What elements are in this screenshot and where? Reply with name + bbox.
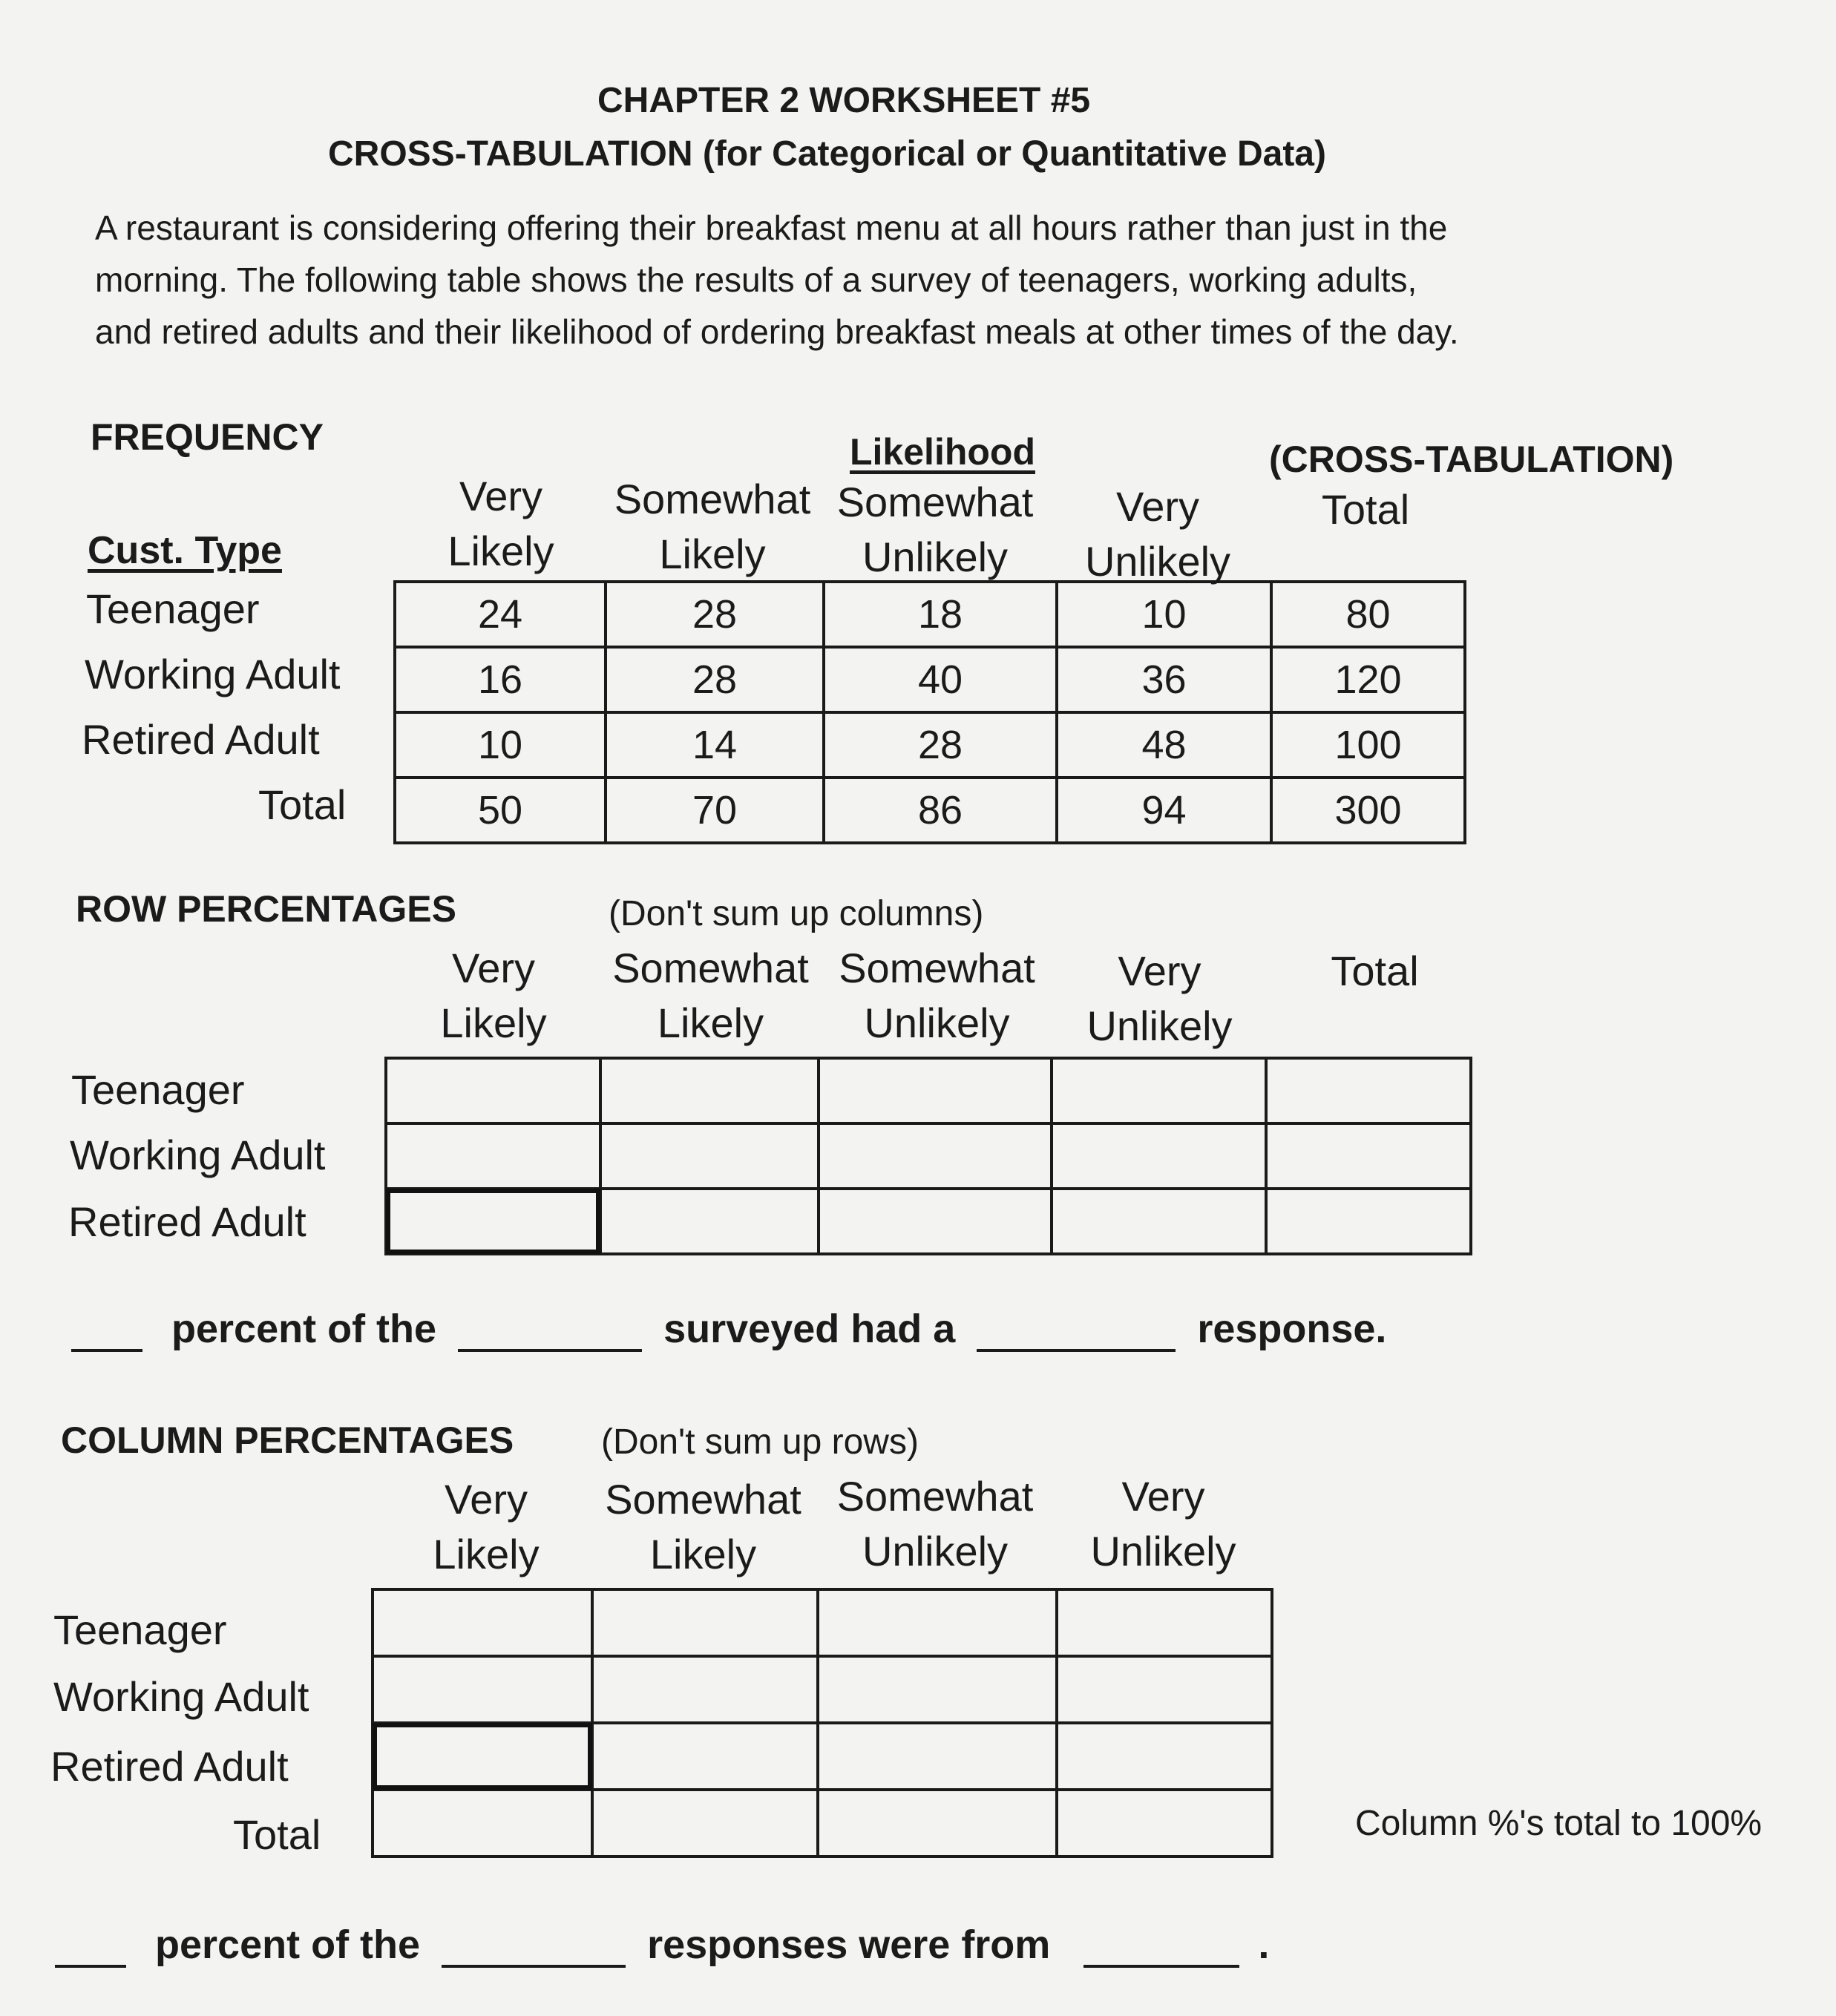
- answer-blank[interactable]: [977, 1310, 1176, 1352]
- colpct-row-label: Retired Adult: [50, 1743, 289, 1790]
- cust-type-header: Cust. Type: [88, 529, 282, 572]
- freq-cell: 120: [1271, 647, 1465, 712]
- answer-blank[interactable]: [71, 1310, 142, 1352]
- frequency-table: [393, 580, 1466, 844]
- colpct-input-cell[interactable]: [373, 1656, 592, 1723]
- rowpct-input-cell[interactable]: [1052, 1189, 1266, 1254]
- colpct-highlighted-cell[interactable]: [373, 1723, 592, 1790]
- freq-cell: 16: [395, 647, 606, 712]
- freq-row-label: Teenager: [86, 585, 260, 632]
- colpct-input-cell[interactable]: [818, 1656, 1057, 1723]
- intro-line: A restaurant is considering offering their breakfast menu at all hours rather than just in the: [95, 209, 1448, 247]
- freq-cell: 10: [1057, 582, 1271, 647]
- colpct-row-label: Working Adult: [53, 1673, 309, 1720]
- colpct-total-cell[interactable]: [1057, 1790, 1272, 1856]
- freq-cell: 28: [606, 582, 824, 647]
- rowpct-input-cell[interactable]: [1052, 1123, 1266, 1189]
- colpct-input-cell[interactable]: [1057, 1589, 1272, 1656]
- freq-row-label: Working Adult: [85, 651, 341, 697]
- row-percentages-label: ROW PERCENTAGES: [76, 888, 456, 930]
- rowpct-col-header: Very Unlikely: [1086, 948, 1233, 1049]
- colpct-input-cell[interactable]: [592, 1656, 818, 1723]
- fill-in-sentence-2: [55, 1922, 1269, 1968]
- freq-cell: 48: [1057, 712, 1271, 778]
- colpct-row-label: Teenager: [53, 1606, 227, 1653]
- rowpct-col-header: Very Likely: [440, 945, 547, 1046]
- rowpct-row-label: Retired Adult: [68, 1198, 306, 1245]
- row-percentages-table: [384, 1057, 1472, 1255]
- freq-cell: 28: [824, 712, 1057, 778]
- freq-total-cell: 70: [606, 778, 824, 843]
- freq-total-cell: 50: [395, 778, 606, 843]
- answer-blank[interactable]: [458, 1310, 642, 1352]
- frequency-section-label: FREQUENCY: [91, 416, 324, 458]
- colpct-input-cell[interactable]: [818, 1589, 1057, 1656]
- sentence-text: percent of the: [171, 1307, 437, 1351]
- colpct-total-cell[interactable]: [592, 1790, 818, 1856]
- freq-col-header: Total: [1321, 486, 1410, 533]
- colpct-input-cell[interactable]: [1057, 1723, 1272, 1790]
- colpct-total-cell[interactable]: [818, 1790, 1057, 1856]
- freq-cell: 10: [395, 712, 606, 778]
- likelihood-label: Likelihood: [850, 431, 1035, 473]
- rowpct-input-cell[interactable]: [1052, 1058, 1266, 1123]
- row-percentages-note: (Don't sum up columns): [609, 894, 984, 933]
- rowpct-input-cell[interactable]: [386, 1058, 600, 1123]
- answer-blank[interactable]: [1083, 1926, 1239, 1968]
- freq-cell: 100: [1271, 712, 1465, 778]
- colpct-input-cell[interactable]: [592, 1589, 818, 1656]
- rowpct-input-cell[interactable]: [819, 1189, 1052, 1254]
- colpct-input-cell[interactable]: [818, 1723, 1057, 1790]
- rowpct-input-cell[interactable]: [1266, 1189, 1471, 1254]
- crosstab-label: (CROSS-TABULATION): [1269, 439, 1674, 480]
- freq-cell: 28: [606, 647, 824, 712]
- colpct-total-cell[interactable]: [373, 1790, 592, 1856]
- colpct-input-cell[interactable]: [373, 1589, 592, 1656]
- colpct-col-header: Somewhat Likely: [605, 1476, 801, 1577]
- rowpct-input-cell[interactable]: [386, 1123, 600, 1189]
- rowpct-input-cell[interactable]: [1266, 1058, 1471, 1123]
- rowpct-input-cell[interactable]: [819, 1123, 1052, 1189]
- rowpct-input-cell[interactable]: [1266, 1123, 1471, 1189]
- intro-line: and retired adults and their likelihood of ordering breakfast meals at other times of the day.: [95, 312, 1459, 351]
- sentence-text: percent of the: [155, 1923, 421, 1967]
- rowpct-row-label: Working Adult: [70, 1132, 326, 1178]
- colpct-input-cell[interactable]: [592, 1723, 818, 1790]
- freq-col-header: Somewhat Unlikely: [836, 479, 1034, 580]
- colpct-row-label: Total: [233, 1811, 321, 1858]
- rowpct-input-cell[interactable]: [600, 1058, 819, 1123]
- freq-cell: 18: [824, 582, 1057, 647]
- freq-total-cell: 86: [824, 778, 1057, 843]
- rowpct-highlighted-cell[interactable]: [386, 1189, 600, 1254]
- freq-cell: 24: [395, 582, 606, 647]
- freq-cell: 14: [606, 712, 824, 778]
- answer-blank[interactable]: [55, 1926, 126, 1968]
- column-percentages-note: (Don't sum up rows): [601, 1422, 919, 1462]
- freq-cell: 36: [1057, 647, 1271, 712]
- worksheet-subtitle: CROSS-TABULATION (for Categorical or Quantitative Data): [328, 134, 1326, 174]
- freq-cell: 40: [824, 647, 1057, 712]
- rowpct-row-label: Teenager: [71, 1066, 245, 1113]
- sentence-text: .: [1258, 1923, 1270, 1967]
- sentence-text: response.: [1197, 1307, 1387, 1351]
- sentence-text: responses were from: [647, 1923, 1051, 1967]
- rowpct-col-header: Somewhat Unlikely: [839, 945, 1035, 1046]
- freq-total-cell: 94: [1057, 778, 1271, 843]
- colpct-col-header: Very Likely: [433, 1476, 540, 1577]
- freq-col-header: Very Likely: [447, 473, 554, 574]
- rowpct-input-cell[interactable]: [600, 1123, 819, 1189]
- rowpct-input-cell[interactable]: [600, 1189, 819, 1254]
- column-total-side-note: Column %'s total to 100%: [1355, 1804, 1763, 1843]
- rowpct-col-header: Total: [1331, 948, 1419, 994]
- rowpct-col-header: Somewhat Likely: [612, 945, 809, 1046]
- sentence-text: surveyed had a: [663, 1307, 956, 1351]
- freq-total-cell: 300: [1271, 778, 1465, 843]
- colpct-col-header: Very Unlikely: [1090, 1473, 1236, 1575]
- column-percentages-table: [371, 1588, 1273, 1858]
- colpct-input-cell[interactable]: [1057, 1656, 1272, 1723]
- freq-row-label: Total: [258, 781, 347, 828]
- answer-blank[interactable]: [442, 1926, 626, 1968]
- fill-in-sentence-1: [71, 1306, 1386, 1352]
- worksheet-title: CHAPTER 2 WORKSHEET #5: [597, 81, 1091, 120]
- freq-col-header: Very Unlikely: [1084, 483, 1231, 585]
- freq-row-label: Retired Adult: [82, 716, 320, 763]
- freq-col-header: Somewhat Likely: [614, 476, 811, 577]
- colpct-col-header: Somewhat Unlikely: [836, 1473, 1034, 1575]
- column-percentages-label: COLUMN PERCENTAGES: [61, 1419, 514, 1461]
- freq-cell: 80: [1271, 582, 1465, 647]
- intro-line: morning. The following table shows the results of a survey of teenagers, working adults,: [95, 260, 1417, 299]
- rowpct-input-cell[interactable]: [819, 1058, 1052, 1123]
- intro-paragraph: [95, 202, 1459, 358]
